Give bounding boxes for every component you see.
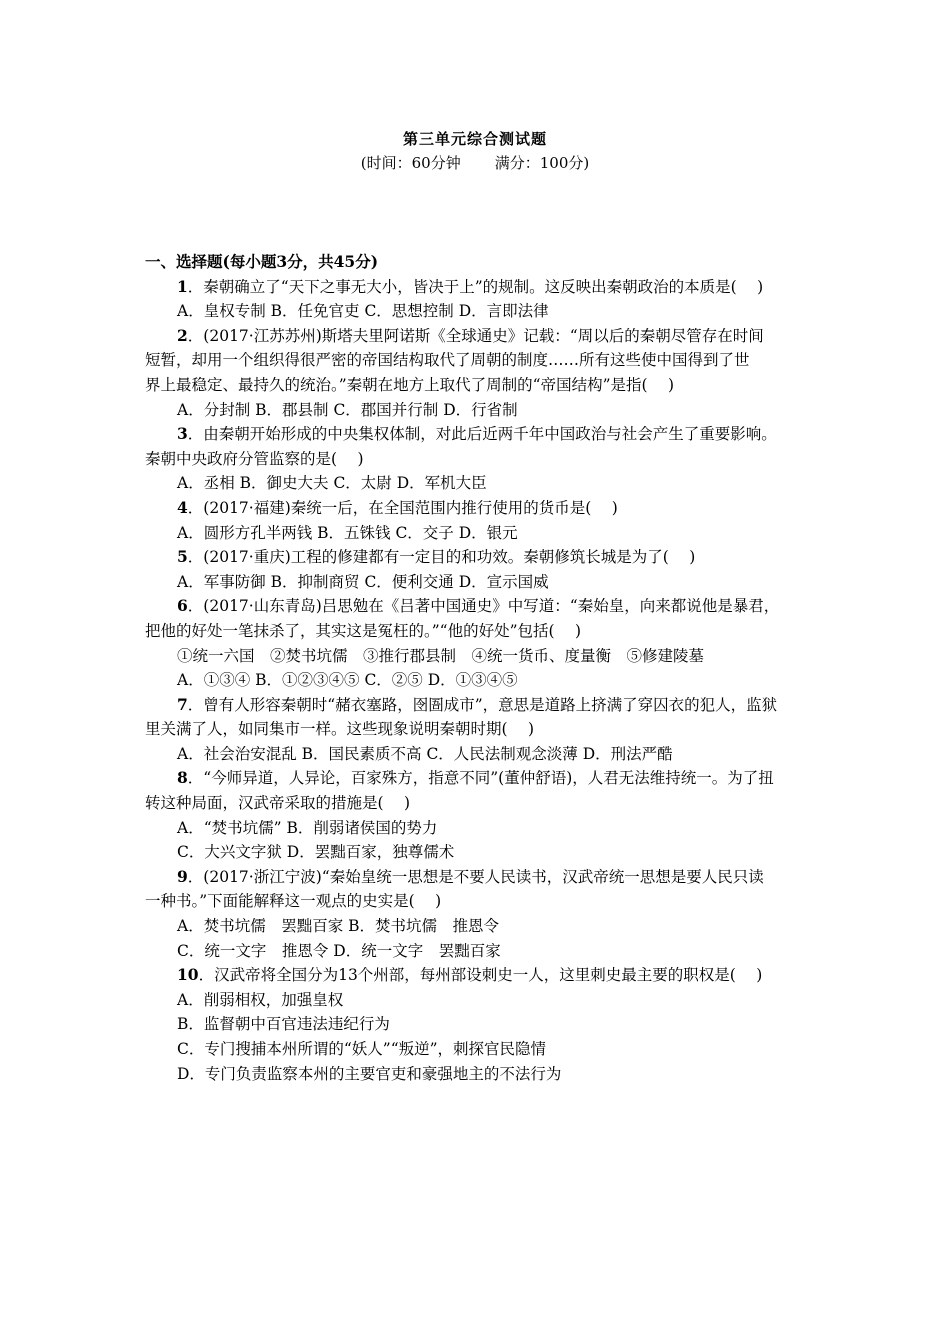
question-text: ．曾有人形容秦朝时“赭衣塞路，囹圄成市”，意思是道路上挤满了穿囚衣的犯人，监狱 (187, 695, 778, 714)
question-text: ．(2017·浙江宁波)“秦始皇统一思想是不要人民读书，汉武帝统一思想是要人民只读 (187, 867, 764, 886)
option-line: C．专门搜捕本州所谓的“妖人”“叛逆”，刺探官民隐情 (177, 1040, 547, 1058)
option-line: A．分封制 B．郡县制 C．郡国并行制 D．行省制 (177, 400, 518, 419)
time-limit: (时间：60分钟 (360, 154, 461, 172)
exam-info (0, 152, 950, 173)
question-text: ．(2017·山东青岛)吕思勉在《吕著中国通史》中写道：“秦始皇，向来都说他是暴君， (187, 597, 780, 616)
option-line: A．①③④ B．①②③④⑤ C．②⑤ D．①③④⑤ (177, 671, 518, 690)
question-number: 1 (177, 276, 188, 296)
question (145, 766, 813, 864)
question (145, 545, 813, 594)
option-line: A．军事防御 B．抑制商贸 C．便利交通 D．宣示国威 (177, 572, 549, 591)
question-text: 里关满了人，如同集市一样。这些现象说明秦朝时期( ) (145, 720, 535, 739)
question-number: 5 (177, 547, 188, 567)
option-line: A．“焚书坑儒” B．削弱诸侯国的势力 (177, 818, 438, 837)
option-line: A．削弱相权，加强皇权 (177, 990, 344, 1009)
question-number: 7 (177, 694, 188, 714)
question-number: 9 (177, 866, 188, 886)
question (145, 693, 813, 767)
option-line: A．皇权专制 B．任免官吏 C．思想控制 D．言即法律 (177, 302, 549, 321)
question-text: ．(2017·重庆)工程的修建都有一定目的和功效。秦朝修筑长城是为了( ) (187, 548, 696, 567)
question-text: ．汉武帝将全国分为13个州部，每州部设刺史一人，这里刺史最主要的职权是( ) (198, 966, 763, 985)
question-text: 短暂，却用一个组织得很严密的帝国结构取代了周朝的制度……所有这些使中国得到了世 (145, 351, 750, 370)
question-number: 8 (177, 768, 188, 788)
question-number: 6 (177, 596, 188, 616)
question-number: 3 (177, 424, 188, 444)
question-number: 2 (177, 325, 188, 345)
full-score: 满分：100分) (494, 154, 590, 172)
question-text: ．(2017·江苏苏州)斯塔夫里阿诺斯《全球通史》记载：“周以后的秦朝尽管存在时间 (187, 326, 764, 345)
question-text: 界上最稳定、最持久的统治。”秦朝在地方上取代了周制的“帝国结构”是指( ) (145, 375, 675, 394)
option-line: A．丞相 B．御史大夫 C．太尉 D．军机大臣 (177, 474, 487, 493)
statement-list: ①统一六国 ②焚书坑儒 ③推行郡县制 ④统一货币、度量衡 ⑤修建陵墓 (177, 646, 705, 665)
question-text: 秦朝中央政府分管监察的是( ) (145, 449, 364, 468)
option-line: B．监督朝中百官违法违纪行为 (177, 1015, 390, 1034)
section-heading: 一、选择题(每小题3分，共45分) (145, 252, 379, 271)
question-text: 把他的好处一笔抹杀了，其实这是冤枉的。”“他的好处”包括( ) (145, 621, 582, 640)
option-line: A．圆形方孔半两钱 B．五铢钱 C．交子 D．银元 (177, 523, 518, 542)
question-number: 4 (177, 497, 188, 517)
question (145, 422, 813, 496)
question (145, 963, 813, 1086)
question-text: ．“今师异道，人异论，百家殊方，指意不同”(董仲舒语)，人君无法维持统一。为了扭 (187, 769, 774, 788)
option-line: D．专门负责监察本州的主要官吏和豪强地主的不法行为 (177, 1064, 562, 1083)
page-title: 第三单元综合测试题 (402, 130, 547, 148)
question-text: 一种书。”下面能解释这一观点的史实是( ) (145, 892, 442, 911)
question-text: ．秦朝确立了“天下之事无大小，皆决于上”的规制。这反映出秦朝政治的本质是( ) (187, 277, 764, 296)
question-text: ．由秦朝开始形成的中央集权体制，对此后近两千年中国政治与社会产生了重要影响。 (187, 425, 777, 444)
option-line: A．社会治安混乱 B．国民素质不高 C．人民法制观念淡薄 D．刑法严酷 (177, 744, 673, 763)
question-text: ．(2017·福建)秦统一后，在全国范围内推行使用的货币是( ) (187, 498, 618, 517)
question (145, 865, 813, 963)
question (145, 275, 813, 324)
option-line: C．大兴文字狱 D．罢黜百家，独尊儒术 (177, 843, 455, 862)
question-text: 转这种局面，汉武帝采取的措施是( ) (145, 794, 411, 813)
question (145, 496, 813, 545)
question (145, 594, 813, 692)
question (145, 324, 813, 422)
question-number: 10 (177, 965, 199, 985)
question-list (145, 250, 813, 1086)
option-line: C．统一文字 推恩令 D．统一文字 罢黜百家 (177, 941, 501, 960)
option-line: A．焚书坑儒 罢黜百家 B．焚书坑儒 推恩令 (177, 917, 500, 936)
